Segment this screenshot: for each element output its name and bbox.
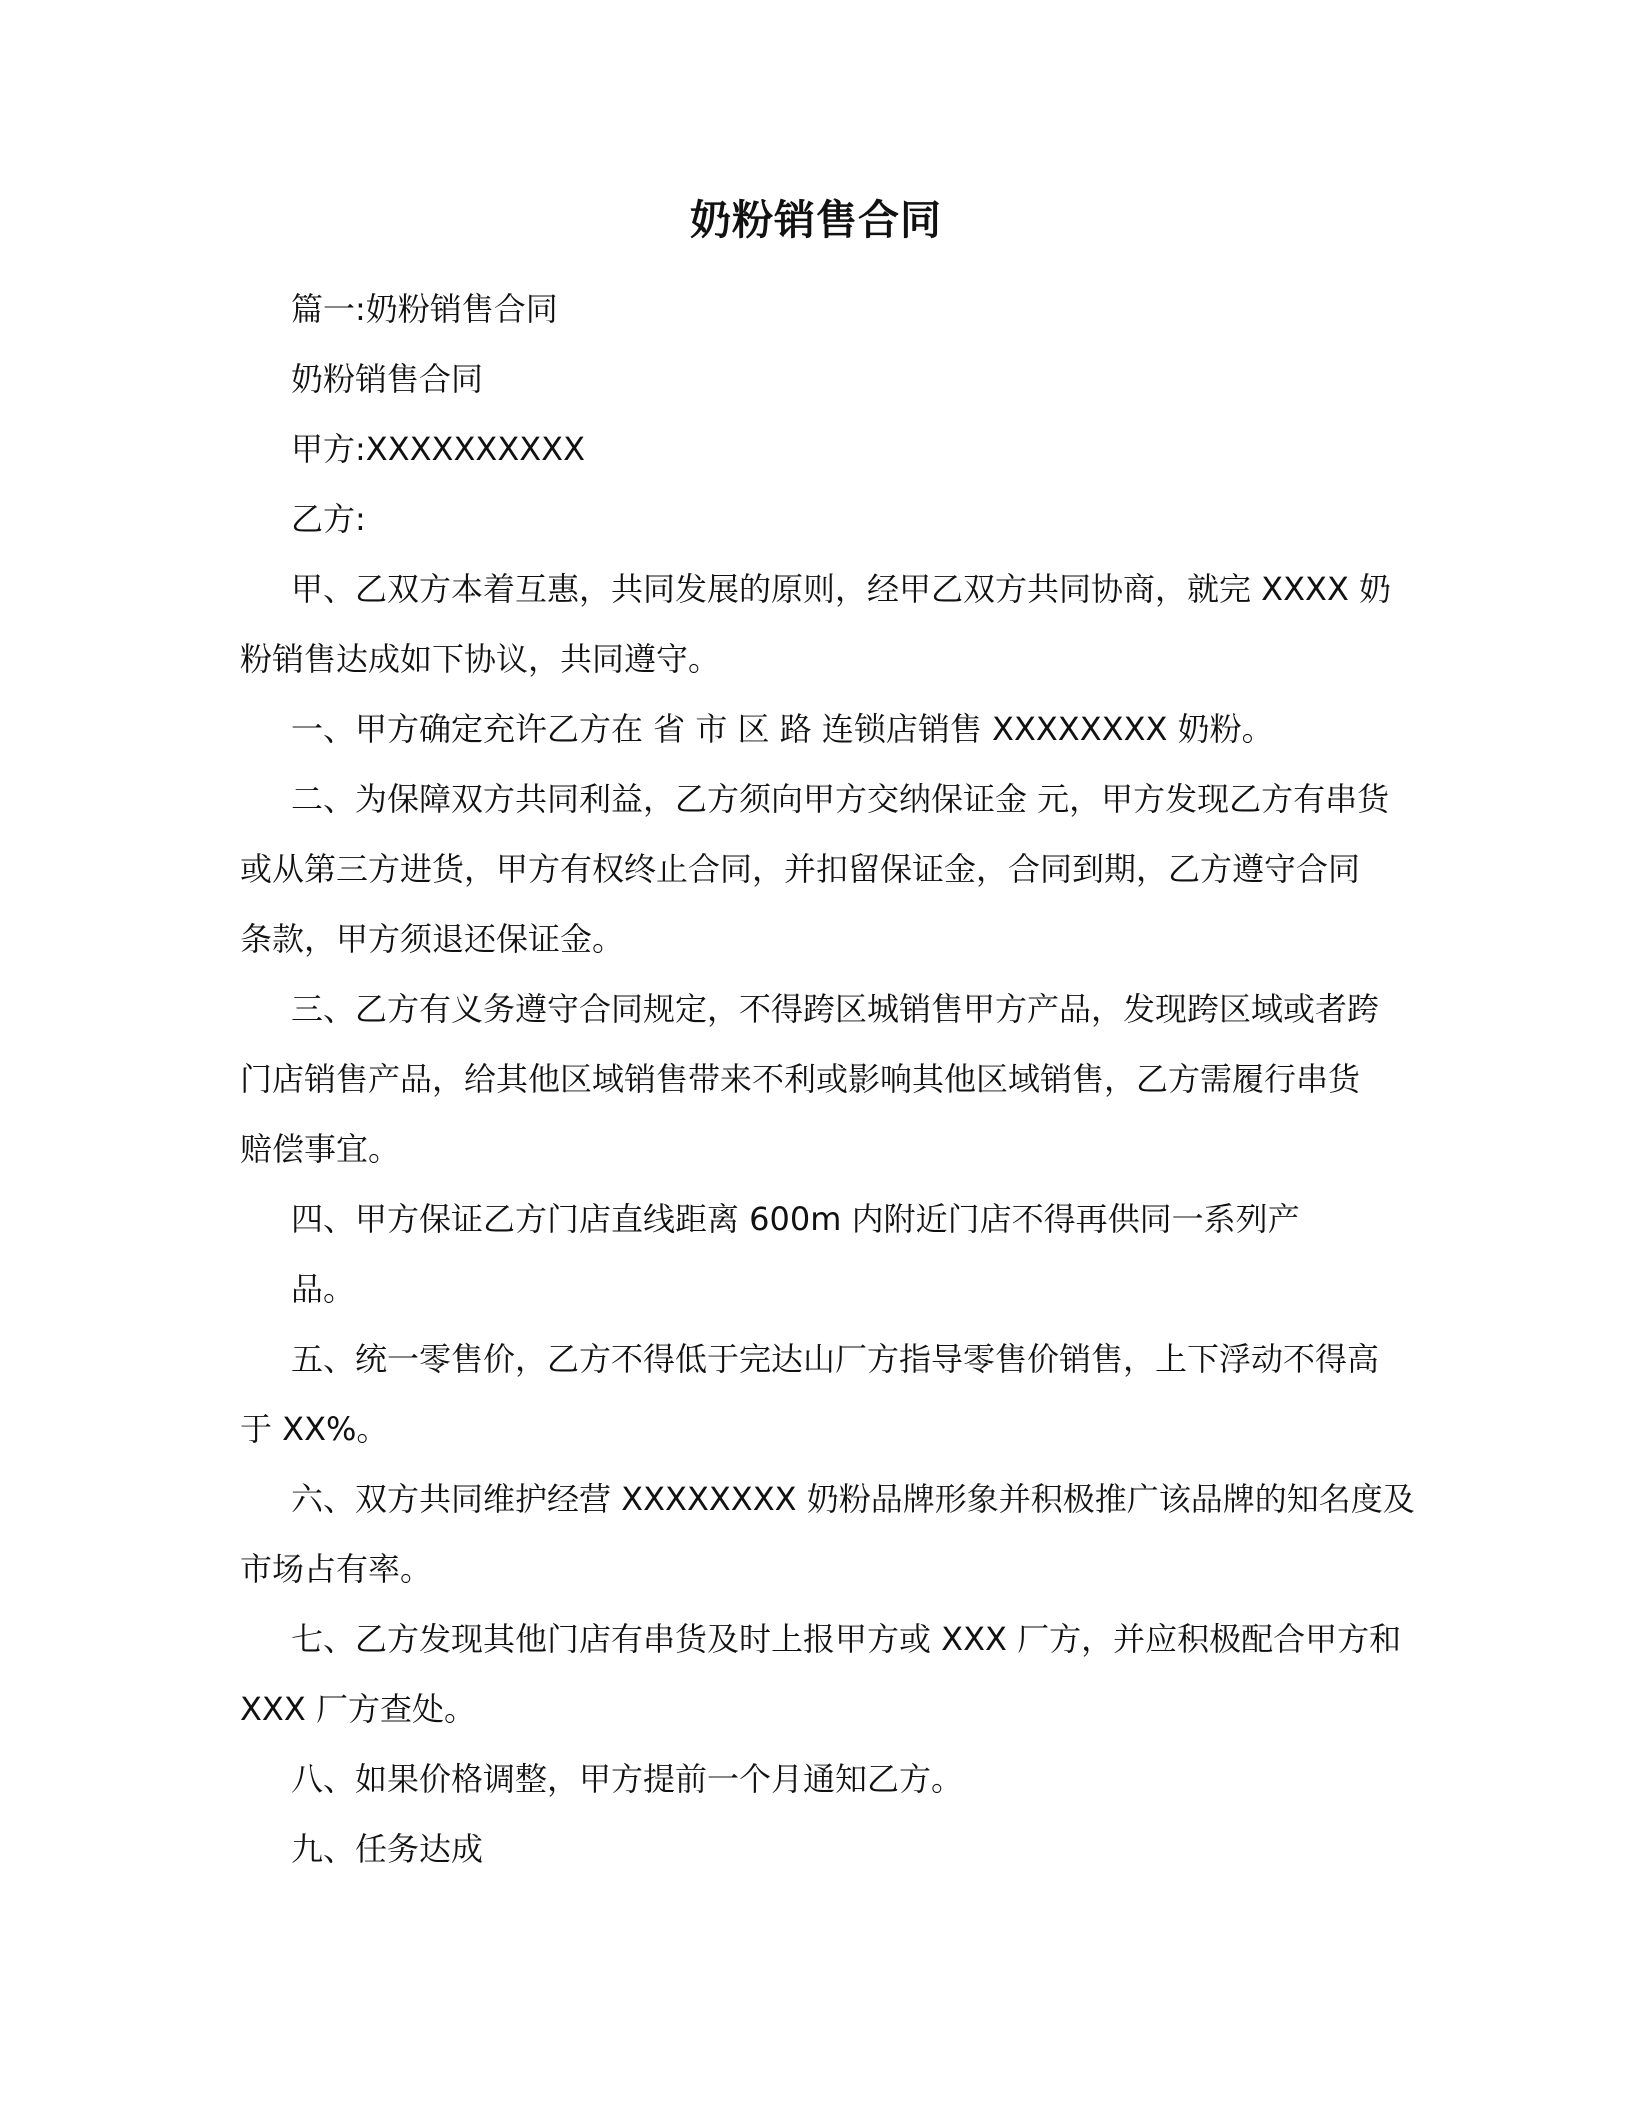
paragraph-line: 于 XX%。 bbox=[240, 1410, 389, 1448]
paragraph-line: 五、统一零售价，乙方不得低于完达山厂方指导零售价销售，上下浮动不得高 bbox=[291, 1340, 1380, 1378]
paragraph-line: 八、如果价格调整，甲方提前一个月通知乙方。 bbox=[291, 1760, 964, 1798]
paragraph-line: 一、甲方确定充许乙方在 省 市 区 路 连锁店销售 XXXXXXXX 奶粉。 bbox=[291, 710, 1274, 748]
paragraph-line: 门店销售产品，给其他区域销售带来不利或影响其他区域销售，乙方需履行串货 bbox=[240, 1060, 1361, 1098]
paragraph-line: 粉销售达成如下协议，共同遵守。 bbox=[240, 640, 721, 678]
paragraph-line: 品。 bbox=[291, 1270, 356, 1308]
paragraph-line: 条款，甲方须退还保证金。 bbox=[240, 920, 625, 958]
paragraph-line: 或从第三方进货，甲方有权终止合同，并扣留保证金，合同到期，乙方遵守合同 bbox=[240, 850, 1361, 888]
paragraph-line: 市场占有率。 bbox=[240, 1550, 433, 1588]
paragraph-line: 赔偿事宜。 bbox=[240, 1130, 401, 1168]
paragraph-line: 甲、乙双方本着互惠，共同发展的原则，经甲乙双方共同协商，就完 XXXX 奶 bbox=[291, 570, 1392, 608]
paragraph-line: 乙方: bbox=[291, 500, 366, 538]
paragraph-line: 篇一:奶粉销售合同 bbox=[291, 290, 558, 328]
paragraph-line: XXX 厂方查处。 bbox=[240, 1690, 476, 1728]
document-body bbox=[240, 274, 1415, 1884]
paragraph-line: 六、双方共同维护经营 XXXXXXXX 奶粉品牌形象并积极推广该品牌的知名度及 bbox=[291, 1480, 1415, 1518]
paragraph-line: 奶粉销售合同 bbox=[291, 360, 484, 398]
paragraph-line: 九、任务达成 bbox=[291, 1830, 484, 1868]
document-title: 奶粉销售合同 bbox=[690, 196, 942, 244]
paragraph-line: 四、甲方保证乙方门店直线距离 600m 内附近门店不得再供同一系列产 bbox=[291, 1200, 1300, 1238]
paragraph-line: 三、乙方有义务遵守合同规定，不得跨区城销售甲方产品，发现跨区域或者跨 bbox=[291, 990, 1380, 1028]
paragraph-line: 七、乙方发现其他门店有串货及时上报甲方或 XXX 厂方，并应积极配合甲方和 bbox=[291, 1620, 1402, 1658]
paragraph-line: 甲方:XXXXXXXXXX bbox=[291, 430, 586, 468]
paragraph-line: 二、为保障双方共同利益，乙方须向甲方交纳保证金 元，甲方发现乙方有串货 bbox=[291, 780, 1390, 818]
